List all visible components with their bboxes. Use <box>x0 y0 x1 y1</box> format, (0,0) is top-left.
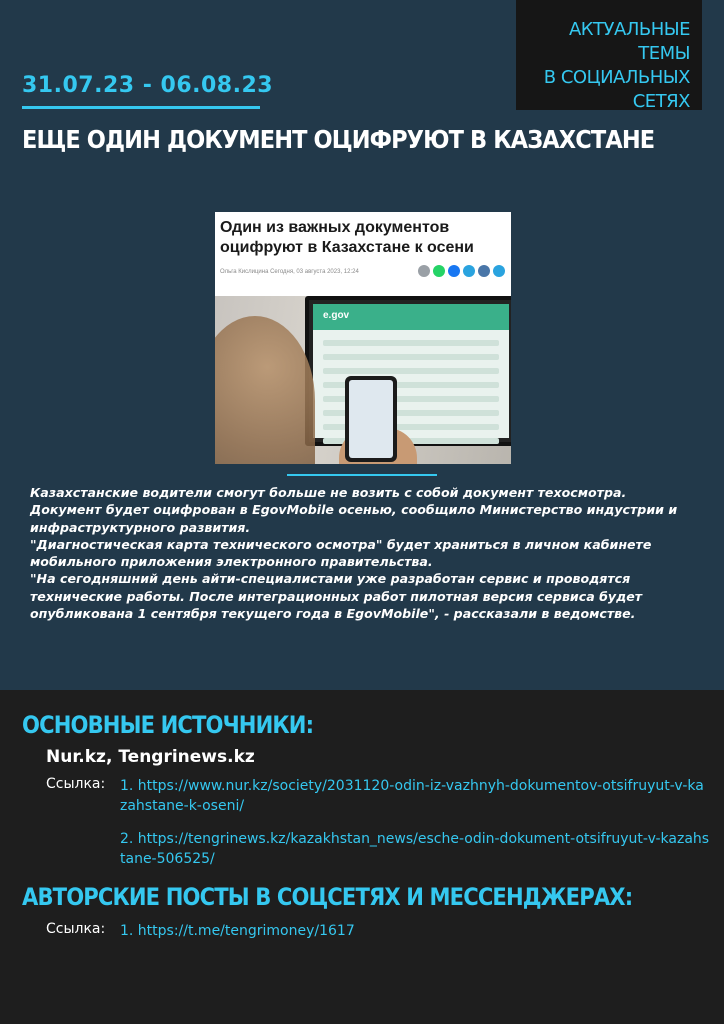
telegram-icon <box>463 265 475 277</box>
article-meta: Ольга Кислицина Сегодня, 03 августа 2023, 12:24 <box>220 269 359 275</box>
article-body <box>30 484 702 622</box>
facebook-icon <box>448 265 460 277</box>
phone <box>345 376 397 462</box>
link-icon <box>418 265 430 277</box>
twitter-icon <box>493 265 505 277</box>
date-underline <box>22 106 260 109</box>
posts-link-label: Ссылка: <box>46 921 106 937</box>
sources-link-label: Ссылка: <box>46 776 106 792</box>
source-link-1[interactable]: 1. https://www.nur.kz/society/2031120-odin-iz-vazhnyh-dokumentov-otsifruyut-v-kazahstane-k-oseni/ <box>120 778 704 814</box>
egov-logo: e.gov <box>323 310 350 321</box>
post-link-1[interactable]: 1. https://t.me/tengrimoney/1617 <box>120 923 355 939</box>
posts-title: АВТОРСКИЕ ПОСТЫ В СОЦСЕТЯХ И МЕССЕНДЖЕРАХ: <box>22 883 633 911</box>
badge-line-2: В СОЦИАЛЬНЫХ <box>543 67 690 88</box>
badge-line-3: СЕТЯХ <box>632 91 690 112</box>
share-icons <box>418 265 505 277</box>
article-screenshot <box>215 212 511 464</box>
article-title: Один из важных документов оцифруют в Казахстане к осени <box>220 219 474 256</box>
vk-icon <box>478 265 490 277</box>
monitor-screen <box>313 304 509 438</box>
body-paragraph-1: Казахстанские водители смогут больше не возить с собой документ техосмотра. Документ будет оцифрован в EgovMobile осенью, сообщило Министерство индустрии и инфраструктурного развития. <box>30 485 678 535</box>
source-link-2[interactable]: 2. https://tengrinews.kz/kazakhstan_news/esche-odin-dokument-otsifruyut-v-kazahstane-506525/ <box>120 831 710 867</box>
badge-line-1: АКТУАЛЬНЫЕ ТЕМЫ <box>568 19 690 64</box>
sources-names: Nur.kz, Tengrinews.kz <box>46 747 255 767</box>
person-silhouette <box>215 316 315 464</box>
date-range: 31.07.23 - 06.08.23 <box>22 73 274 98</box>
sources-title: ОСНОВНЫЕ ИСТОЧНИКИ: <box>22 711 314 739</box>
topic-badge <box>516 0 702 110</box>
whatsapp-icon <box>433 265 445 277</box>
monitor <box>305 296 511 446</box>
page-title: ЕЩЕ ОДИН ДОКУМЕНТ ОЦИФРУЮТ В КАЗАХСТАНЕ <box>22 125 655 154</box>
article-photo <box>215 296 511 464</box>
body-paragraph-3: "На сегодняшний день айти-специалистами уже разработан сервис и проводятся технические работы. После интеграционных работ пилотная версия сервиса будет опубликована 1 сентября текущего года в EgovMobile", - рассказали в ведомстве. <box>30 571 643 622</box>
article-divider <box>287 474 437 476</box>
body-paragraph-2: "Диагностическая карта технического осмотра" будет храниться в личном кабинете мобильного приложения электронного правительства. <box>30 536 652 570</box>
